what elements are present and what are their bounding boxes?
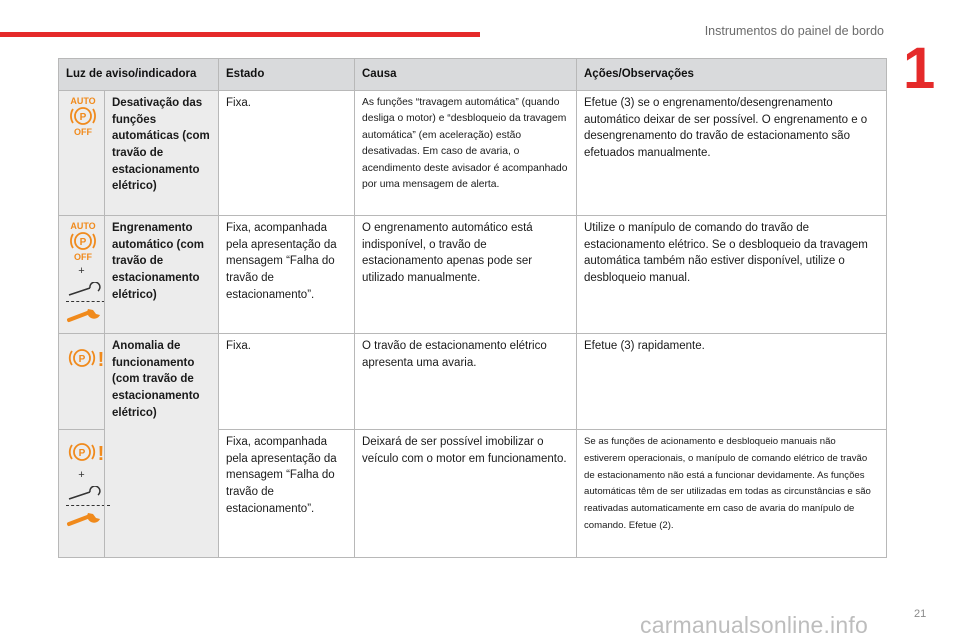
auto-off-parking-icon <box>66 220 100 262</box>
warning-name: Desativação das funções automáticas (com travão de estacionamento elétrico) <box>105 91 219 216</box>
col-header-warning-light: Luz de aviso/indicadora <box>59 59 219 91</box>
actions-cell: Utilize o manípulo de comando do travão de estacionamento elétrico. Se o desbloqueio da travagem automática também não estiver disponível, utilize o desbloqueio manual. <box>577 216 887 334</box>
warning-name: Engrenamento automático (com travão de estacionamento elétrico) <box>105 216 219 334</box>
state-cell: Fixa, acompanhada pela apresentação da mensagem “Falha do travão de estacionamento”. <box>219 216 355 334</box>
actions-cell: Efetue (3) se o engrenamento/desengrenamento automático deixar de ser possível. O engrenamento e o desengrenamento do travão de estacionamento são efetuados manualmente. <box>577 91 887 216</box>
actions-cell: Se as funções de acionamento e desbloqueio manuais não estiverem operacionais, o manípulo de comando elétrico de travão de estacionamento não está a funcionar devidamente. As funções automáticas têm de ser utilizadas em todas as circunstâncias e são reativadas automaticamente em caso de avaria do manípulo de comando. Efetue (2). <box>577 430 887 558</box>
cause-cell: O engrenamento automático está indisponível, o travão de estacionamento apenas pode ser utilizado manualmente. <box>355 216 577 334</box>
icon-cell <box>59 334 105 430</box>
off-label: OFF <box>74 252 92 262</box>
state-cell: Fixa, acompanhada pela apresentação da mensagem “Falha do travão de estacionamento”. <box>219 430 355 558</box>
p-letter: P <box>79 112 87 123</box>
warning-lights-table <box>58 58 887 558</box>
actions-cell: Efetue (3) rapidamente. <box>577 334 887 430</box>
table-header-row <box>59 59 887 91</box>
cause-cell: Deixará de ser possível imobilizar o veículo com o motor em funcionamento. <box>355 430 577 558</box>
auto-label: AUTO <box>70 96 96 106</box>
wrench-icon <box>66 509 106 527</box>
table-row <box>59 216 887 334</box>
icon-cell <box>59 430 105 558</box>
p-letter: P <box>78 354 86 365</box>
header-red-bar <box>0 32 480 37</box>
watermark: carmanualsonline.info <box>640 612 868 638</box>
off-label: OFF <box>74 127 92 137</box>
icon-cell <box>59 216 105 334</box>
col-header-state: Estado <box>219 59 355 91</box>
page-number: 21 <box>914 608 927 620</box>
parking-brake-fault-icon <box>66 344 108 372</box>
cause-cell: As funções “travagem automática” (quando desliga o motor) e “desbloqueio da travagem automática” (em aceleração) estão desativadas. Em caso de avaria, o acendimento deste avisador é acompanhado por uma mensagem de alerta. <box>355 91 577 216</box>
col-header-actions: Ações/Observações <box>577 59 887 91</box>
section-title: Instrumentos do painel de bordo <box>704 24 884 38</box>
parking-brake-fault-icon <box>66 438 108 466</box>
exclamation-mark: ! <box>97 349 105 371</box>
table-row <box>59 334 887 430</box>
state-cell: Fixa. <box>219 334 355 430</box>
wrench-outline-icon <box>66 282 106 298</box>
warning-name: Anomalia de funcionamento (com travão de estacionamento elétrico) <box>105 334 219 558</box>
p-letter: P <box>79 237 87 248</box>
state-cell: Fixa. <box>219 91 355 216</box>
cause-cell: O travão de estacionamento elétrico apresenta uma avaria. <box>355 334 577 430</box>
exclamation-mark: ! <box>97 443 105 465</box>
auto-off-parking-icon <box>66 95 100 137</box>
p-letter: P <box>78 448 86 459</box>
plus-sign: + <box>78 265 85 277</box>
col-header-cause: Causa <box>355 59 577 91</box>
chapter-number: 1 <box>903 36 936 101</box>
separator-dash <box>66 301 110 302</box>
auto-label: AUTO <box>70 221 96 231</box>
icon-cell <box>59 91 105 216</box>
separator-dash <box>66 505 110 506</box>
wrench-icon <box>66 305 106 323</box>
plus-sign: + <box>78 469 85 481</box>
wrench-outline-icon <box>66 486 106 502</box>
table-row <box>59 91 887 216</box>
